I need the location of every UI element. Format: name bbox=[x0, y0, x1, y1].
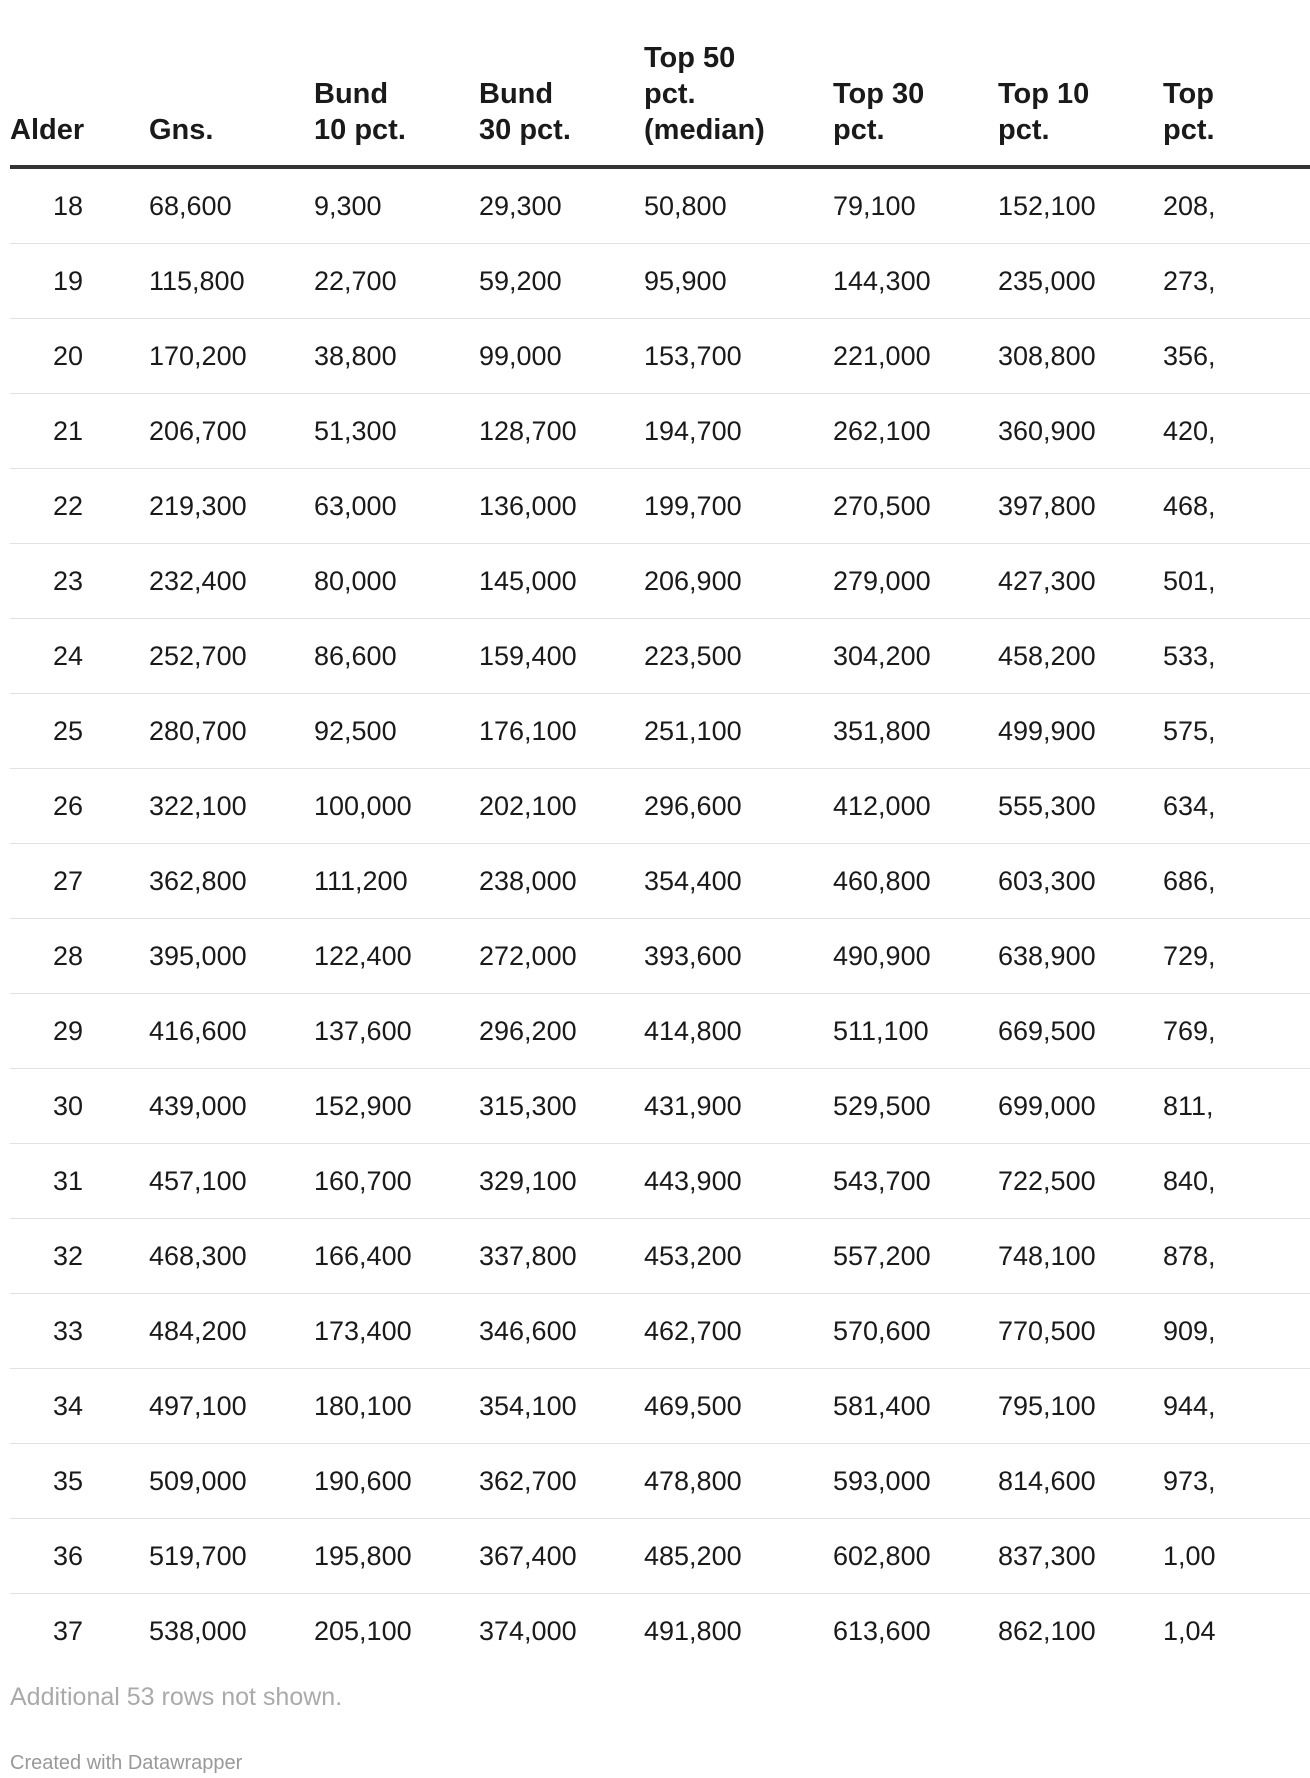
value-cell: 462,700 bbox=[644, 1294, 833, 1369]
age-cell: 25 bbox=[10, 694, 149, 769]
value-cell: 206,700 bbox=[149, 394, 314, 469]
value-cell: 686, bbox=[1163, 844, 1310, 919]
age-cell: 24 bbox=[10, 619, 149, 694]
value-cell: 270,500 bbox=[833, 469, 998, 544]
table-row bbox=[10, 244, 1310, 319]
value-cell: 543,700 bbox=[833, 1144, 998, 1219]
value-cell: 669,500 bbox=[998, 994, 1163, 1069]
value-cell: 634, bbox=[1163, 769, 1310, 844]
table-row bbox=[10, 1294, 1310, 1369]
column-header-alder[interactable]: Alder bbox=[10, 40, 149, 167]
value-cell: 1,04 bbox=[1163, 1615, 1216, 1646]
table-row bbox=[10, 1369, 1310, 1444]
value-cell: 416,600 bbox=[149, 994, 314, 1069]
table-row bbox=[10, 694, 1310, 769]
table-row bbox=[10, 394, 1310, 469]
value-cell: 92,500 bbox=[314, 694, 479, 769]
value-cell: 840, bbox=[1163, 1144, 1310, 1219]
value-cell: 529,500 bbox=[833, 1069, 998, 1144]
age-cell: 37 bbox=[53, 1615, 84, 1646]
age-cell: 33 bbox=[10, 1294, 149, 1369]
age-cell: 23 bbox=[10, 544, 149, 619]
value-cell: 593,000 bbox=[833, 1444, 998, 1519]
value-cell: 555,300 bbox=[998, 769, 1163, 844]
value-cell: 206,900 bbox=[644, 544, 833, 619]
value-cell: 362,800 bbox=[149, 844, 314, 919]
value-cell: 315,300 bbox=[479, 1069, 644, 1144]
value-cell: 354,100 bbox=[479, 1369, 644, 1444]
value-cell: 878, bbox=[1163, 1219, 1310, 1294]
value-cell: 393,600 bbox=[644, 919, 833, 994]
value-cell: 166,400 bbox=[314, 1219, 479, 1294]
value-cell: 68,600 bbox=[149, 167, 314, 244]
value-cell: 722,500 bbox=[998, 1144, 1163, 1219]
value-cell: 9,300 bbox=[314, 167, 479, 244]
value-cell: 538,000 bbox=[149, 1615, 247, 1646]
table-row bbox=[10, 1069, 1310, 1144]
value-cell: 748,100 bbox=[998, 1219, 1163, 1294]
age-cell: 21 bbox=[10, 394, 149, 469]
value-cell: 122,400 bbox=[314, 919, 479, 994]
value-cell: 729, bbox=[1163, 919, 1310, 994]
value-cell: 613,600 bbox=[833, 1615, 931, 1646]
table-row bbox=[10, 1594, 1310, 1669]
value-cell: 420, bbox=[1163, 394, 1310, 469]
value-cell: 202,100 bbox=[479, 769, 644, 844]
value-cell: 795,100 bbox=[998, 1369, 1163, 1444]
column-header-bund-10[interactable]: Bund 10 pct. bbox=[314, 40, 479, 167]
table-row bbox=[10, 1144, 1310, 1219]
value-cell: 232,400 bbox=[149, 544, 314, 619]
value-cell: 397,800 bbox=[998, 469, 1163, 544]
value-cell: 412,000 bbox=[833, 769, 998, 844]
column-header-bund-30[interactable]: Bund 30 pct. bbox=[479, 40, 644, 167]
value-cell: 811, bbox=[1163, 1069, 1310, 1144]
value-cell: 279,000 bbox=[833, 544, 998, 619]
value-cell: 280,700 bbox=[149, 694, 314, 769]
age-cell: 35 bbox=[10, 1444, 149, 1519]
value-cell: 469,500 bbox=[644, 1369, 833, 1444]
value-cell: 190,600 bbox=[314, 1444, 479, 1519]
value-cell: 38,800 bbox=[314, 319, 479, 394]
value-cell: 296,200 bbox=[479, 994, 644, 1069]
age-cell: 32 bbox=[10, 1219, 149, 1294]
value-cell: 478,800 bbox=[644, 1444, 833, 1519]
age-cell: 19 bbox=[10, 244, 149, 319]
value-cell: 362,700 bbox=[479, 1444, 644, 1519]
value-cell: 519,700 bbox=[149, 1519, 314, 1594]
value-cell: 458,200 bbox=[998, 619, 1163, 694]
age-cell: 28 bbox=[10, 919, 149, 994]
value-cell: 50,800 bbox=[644, 167, 833, 244]
value-cell: 152,900 bbox=[314, 1069, 479, 1144]
value-cell: 1,00 bbox=[1163, 1519, 1310, 1594]
value-cell: 252,700 bbox=[149, 619, 314, 694]
value-cell: 360,900 bbox=[998, 394, 1163, 469]
value-cell: 374,000 bbox=[479, 1615, 577, 1646]
column-header-top-50-median[interactable]: Top 50 pct. (median) bbox=[644, 40, 833, 167]
age-cell: 36 bbox=[10, 1519, 149, 1594]
value-cell: 973, bbox=[1163, 1444, 1310, 1519]
value-cell: 837,300 bbox=[998, 1519, 1163, 1594]
value-cell: 909, bbox=[1163, 1294, 1310, 1369]
value-cell: 427,300 bbox=[998, 544, 1163, 619]
value-cell: 176,100 bbox=[479, 694, 644, 769]
value-cell: 144,300 bbox=[833, 244, 998, 319]
value-cell: 491,800 bbox=[644, 1615, 742, 1646]
value-cell: 145,000 bbox=[479, 544, 644, 619]
table-row bbox=[10, 994, 1310, 1069]
value-cell: 51,300 bbox=[314, 394, 479, 469]
value-cell: 485,200 bbox=[644, 1519, 833, 1594]
value-cell: 511,100 bbox=[833, 994, 998, 1069]
table-row bbox=[10, 1519, 1310, 1594]
column-header-gns[interactable]: Gns. bbox=[149, 40, 314, 167]
value-cell: 136,000 bbox=[479, 469, 644, 544]
value-cell: 160,700 bbox=[314, 1144, 479, 1219]
value-cell: 499,900 bbox=[998, 694, 1163, 769]
value-cell: 557,200 bbox=[833, 1219, 998, 1294]
table-row bbox=[10, 619, 1310, 694]
value-cell: 603,300 bbox=[998, 844, 1163, 919]
value-cell: 602,800 bbox=[833, 1519, 998, 1594]
value-cell: 575, bbox=[1163, 694, 1310, 769]
value-cell: 100,000 bbox=[314, 769, 479, 844]
value-cell: 251,100 bbox=[644, 694, 833, 769]
value-cell: 208, bbox=[1163, 167, 1310, 244]
value-cell: 414,800 bbox=[644, 994, 833, 1069]
table-notes: Additional 53 rows not shown. bbox=[10, 1683, 343, 1711]
value-cell: 86,600 bbox=[314, 619, 479, 694]
value-cell: 221,000 bbox=[833, 319, 998, 394]
value-cell: 308,800 bbox=[998, 319, 1163, 394]
value-cell: 769, bbox=[1163, 994, 1310, 1069]
value-cell: 570,600 bbox=[833, 1294, 998, 1369]
value-cell: 272,000 bbox=[479, 919, 644, 994]
age-cell: 31 bbox=[10, 1144, 149, 1219]
value-cell: 152,100 bbox=[998, 167, 1163, 244]
value-cell: 115,800 bbox=[149, 244, 314, 319]
data-table bbox=[10, 40, 1310, 1668]
value-cell: 238,000 bbox=[479, 844, 644, 919]
value-cell: 304,200 bbox=[833, 619, 998, 694]
datawrapper-credit: Created with Datawrapper bbox=[10, 1752, 243, 1774]
value-cell: 170,200 bbox=[149, 319, 314, 394]
value-cell: 329,100 bbox=[479, 1144, 644, 1219]
value-cell: 484,200 bbox=[149, 1294, 314, 1369]
value-cell: 159,400 bbox=[479, 619, 644, 694]
table-row bbox=[10, 919, 1310, 994]
column-header-top-10[interactable]: Top 10 pct. bbox=[998, 40, 1163, 167]
value-cell: 80,000 bbox=[314, 544, 479, 619]
value-cell: 699,000 bbox=[998, 1069, 1163, 1144]
age-cell: 34 bbox=[10, 1369, 149, 1444]
value-cell: 944, bbox=[1163, 1369, 1310, 1444]
age-cell: 26 bbox=[10, 769, 149, 844]
table-row bbox=[10, 1219, 1310, 1294]
table-row bbox=[10, 844, 1310, 919]
value-cell: 99,000 bbox=[479, 319, 644, 394]
table-row bbox=[10, 769, 1310, 844]
value-cell: 79,100 bbox=[833, 167, 998, 244]
value-cell: 95,900 bbox=[644, 244, 833, 319]
value-cell: 351,800 bbox=[833, 694, 998, 769]
column-header-top-30[interactable]: Top 30 pct. bbox=[833, 40, 998, 167]
value-cell: 205,100 bbox=[314, 1615, 412, 1646]
table-body bbox=[10, 167, 1310, 1668]
value-cell: 59,200 bbox=[479, 244, 644, 319]
data-table-container bbox=[10, 40, 1220, 1646]
table-row bbox=[10, 469, 1310, 544]
value-cell: 195,800 bbox=[314, 1519, 479, 1594]
age-cell: 30 bbox=[10, 1069, 149, 1144]
value-cell: 194,700 bbox=[644, 394, 833, 469]
value-cell: 509,000 bbox=[149, 1444, 314, 1519]
value-cell: 111,200 bbox=[314, 844, 479, 919]
value-cell: 296,600 bbox=[644, 769, 833, 844]
table-row bbox=[10, 1444, 1310, 1519]
value-cell: 354,400 bbox=[644, 844, 833, 919]
value-cell: 468, bbox=[1163, 469, 1310, 544]
value-cell: 453,200 bbox=[644, 1219, 833, 1294]
value-cell: 468,300 bbox=[149, 1219, 314, 1294]
value-cell: 395,000 bbox=[149, 919, 314, 994]
value-cell: 439,000 bbox=[149, 1069, 314, 1144]
value-cell: 770,500 bbox=[998, 1294, 1163, 1369]
column-header-top-cut[interactable]: Top pct. bbox=[1163, 40, 1310, 167]
value-cell: 153,700 bbox=[644, 319, 833, 394]
value-cell: 533, bbox=[1163, 619, 1310, 694]
value-cell: 223,500 bbox=[644, 619, 833, 694]
value-cell: 322,100 bbox=[149, 769, 314, 844]
header-row bbox=[10, 40, 1310, 167]
table-row bbox=[10, 544, 1310, 619]
value-cell: 490,900 bbox=[833, 919, 998, 994]
value-cell: 128,700 bbox=[479, 394, 644, 469]
table-header bbox=[10, 40, 1310, 167]
age-cell: 27 bbox=[10, 844, 149, 919]
value-cell: 29,300 bbox=[479, 167, 644, 244]
value-cell: 501, bbox=[1163, 544, 1310, 619]
value-cell: 443,900 bbox=[644, 1144, 833, 1219]
value-cell: 235,000 bbox=[998, 244, 1163, 319]
value-cell: 346,600 bbox=[479, 1294, 644, 1369]
value-cell: 367,400 bbox=[479, 1519, 644, 1594]
value-cell: 273, bbox=[1163, 244, 1310, 319]
value-cell: 497,100 bbox=[149, 1369, 314, 1444]
age-cell: 20 bbox=[10, 319, 149, 394]
age-cell: 22 bbox=[10, 469, 149, 544]
value-cell: 173,400 bbox=[314, 1294, 479, 1369]
value-cell: 638,900 bbox=[998, 919, 1163, 994]
value-cell: 22,700 bbox=[314, 244, 479, 319]
value-cell: 862,100 bbox=[998, 1615, 1096, 1646]
value-cell: 581,400 bbox=[833, 1369, 998, 1444]
value-cell: 63,000 bbox=[314, 469, 479, 544]
value-cell: 199,700 bbox=[644, 469, 833, 544]
value-cell: 219,300 bbox=[149, 469, 314, 544]
value-cell: 460,800 bbox=[833, 844, 998, 919]
value-cell: 457,100 bbox=[149, 1144, 314, 1219]
value-cell: 431,900 bbox=[644, 1069, 833, 1144]
value-cell: 337,800 bbox=[479, 1219, 644, 1294]
age-cell: 29 bbox=[10, 994, 149, 1069]
value-cell: 356, bbox=[1163, 319, 1310, 394]
value-cell: 137,600 bbox=[314, 994, 479, 1069]
value-cell: 180,100 bbox=[314, 1369, 479, 1444]
value-cell: 814,600 bbox=[998, 1444, 1163, 1519]
value-cell: 262,100 bbox=[833, 394, 998, 469]
table-row bbox=[10, 319, 1310, 394]
table-row bbox=[10, 167, 1310, 244]
age-cell: 18 bbox=[10, 167, 149, 244]
